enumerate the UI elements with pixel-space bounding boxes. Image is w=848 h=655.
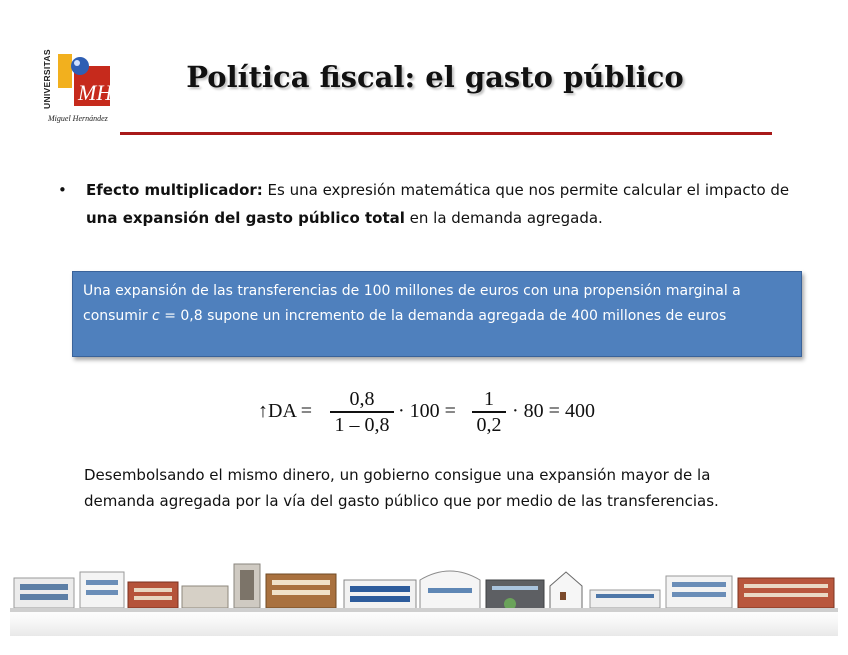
formula-fraction-2 [472, 388, 506, 436]
bullet-term: Efecto multiplicador: [86, 181, 263, 199]
formula-middle: · 100 = [398, 400, 456, 422]
formula-frac2-bar [472, 411, 506, 413]
campus-buildings-illustration [10, 560, 838, 636]
bullet-definition: Es una expresión matemática que nos permite calcular el impacto de [262, 181, 790, 199]
conclusion-paragraph: Desembolsando el mismo dinero, un gobierno consigue una expansión mayor de la demanda agregada por la vía del gasto público que por medio de las transferencias. [84, 466, 719, 510]
logo-caption: Miguel Hernández [48, 114, 108, 123]
logo-mark-icon [56, 50, 116, 112]
formula-frac1-bar [330, 411, 394, 413]
formula-frac1-denominator: 1 – 0,8 [334, 413, 390, 436]
formula-fraction-1 [330, 388, 394, 436]
formula-frac2-numerator: 1 [484, 388, 494, 410]
logo-vertical-text: UNIVERSITAS [42, 49, 52, 109]
example-text-start: Una expansión de las transferencias de 100 millones de euros con una propensión marginal a consumir [83, 283, 741, 324]
formula-frac1-numerator: 0,8 [349, 388, 375, 410]
example-text-end: = 0,8 supone un incremento de la demanda agregada de 400 millones de euros [159, 308, 727, 324]
bullet-symbol: • [58, 181, 67, 199]
example-box [72, 271, 802, 357]
example-variable: c [152, 308, 160, 324]
bullet-text [86, 176, 816, 232]
page-title: Política fiscal: el gasto público [186, 60, 684, 94]
university-logo [42, 48, 118, 124]
logo-mark-text: MH [78, 80, 113, 105]
bullet-ending: en la demanda agregada. [404, 209, 603, 227]
bullet-emphasis: una expansión del gasto público total [86, 209, 405, 227]
formula-frac2-denominator: 0,2 [476, 413, 502, 436]
formula-rhs: · 80 = 400 [512, 400, 595, 422]
formula-lhs: ↑DA = [258, 400, 313, 422]
title-divider [120, 132, 772, 135]
